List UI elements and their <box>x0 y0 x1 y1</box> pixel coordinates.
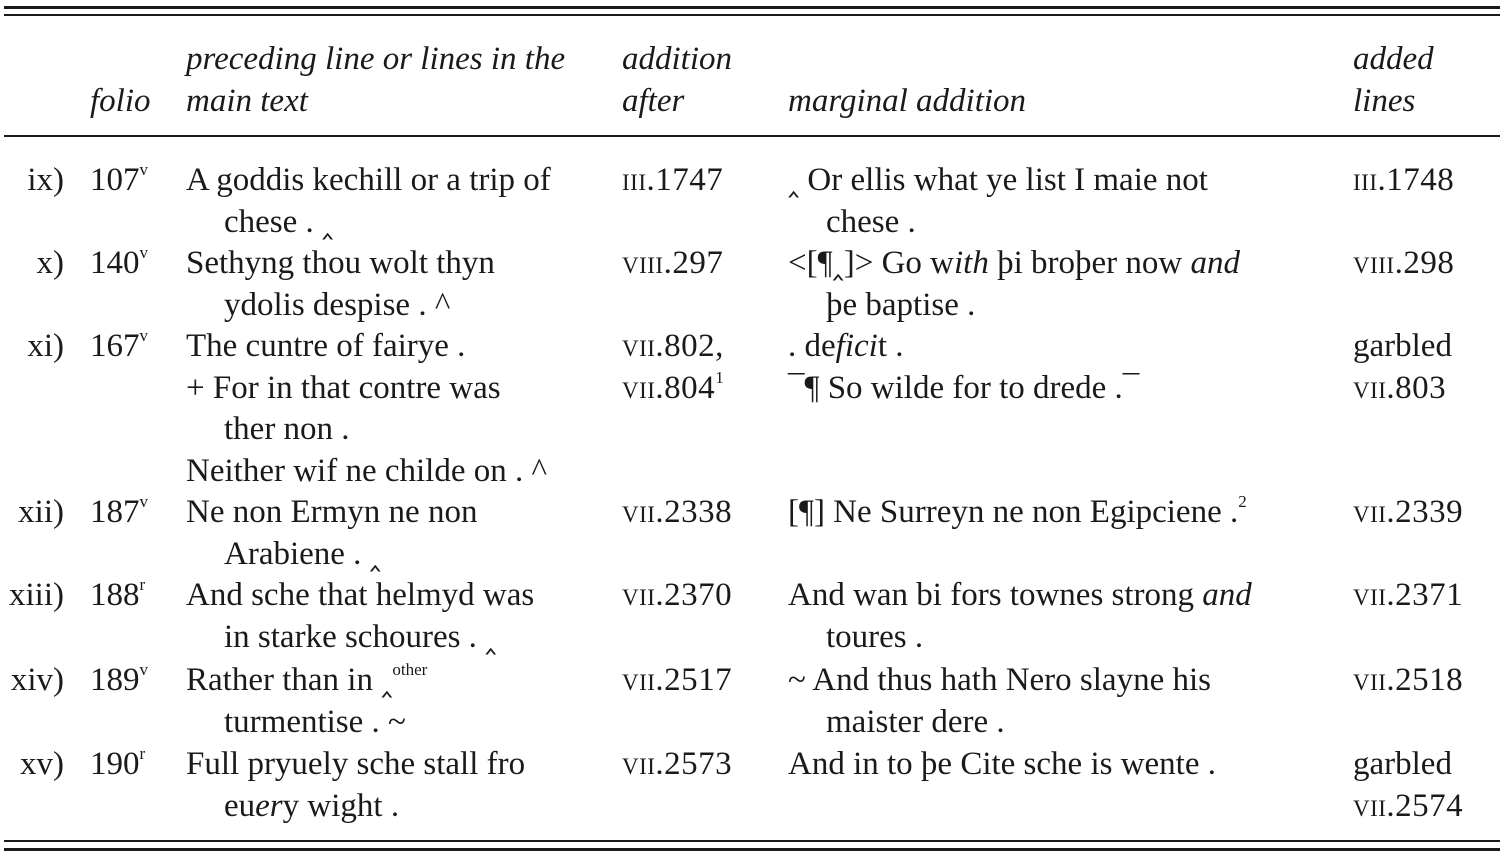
footnote-marker: 1 <box>715 367 725 387</box>
header-preceding: preceding line or lines in the main text <box>186 41 566 119</box>
footnote-marker: 2 <box>1238 492 1247 511</box>
folio-side: r <box>139 744 146 763</box>
folio-cell: 190$^r$ <box>90 744 146 782</box>
table-row <box>0 243 1504 326</box>
added-lines: vii.2371 <box>1353 577 1464 613</box>
marginal-addition: [¶] Ne Surreyn ne non Egipciene .$^2$ <box>788 492 1247 530</box>
table-header <box>0 38 1504 128</box>
added-lines: vii.2339 <box>1353 494 1464 530</box>
addition-after: vii.2573 <box>622 746 733 782</box>
addition-after: vii.2517 <box>622 662 733 698</box>
added-lines: garbled vii.803 <box>1353 328 1452 406</box>
marginal-addition: . deficit . ¯¶ So wilde for to drede .¯ <box>788 328 1140 406</box>
folio-cell: 187$^v$ <box>90 492 148 530</box>
folio-side: v <box>139 492 148 511</box>
table-row <box>0 660 1504 744</box>
addition-after: iii.1747 <box>622 162 724 198</box>
table-row <box>0 575 1504 660</box>
row-number: xiv) <box>10 662 64 698</box>
table-row <box>0 492 1504 575</box>
added-lines: garbled vii.2574 <box>1353 746 1464 824</box>
row-number: xiii) <box>9 577 64 613</box>
preceding-text: Ne non Ermyn ne non Arabiene . ‸ <box>186 494 478 572</box>
folio-cell: 188$^r$ <box>90 575 146 613</box>
preceding-text: A goddis kechill or a trip of chese . ‸ <box>186 162 551 240</box>
addition-after: viii.297 <box>622 245 724 281</box>
marginal-addition: ‸ Or ellis what ye list I maie not chese . <box>788 162 1208 240</box>
row-number: xii) <box>18 494 64 530</box>
marginal-addition: And in to þe Cite sche is wente . <box>788 746 1217 782</box>
preceding-text: And sche that helmyd was in starke schoures . ‸ <box>186 577 535 655</box>
preceding-text: Full pryuely sche stall fro euery wight . <box>186 746 526 824</box>
addition-after: vii.802, vii.804$^1$ <box>622 328 725 406</box>
folio-side: v <box>139 660 148 679</box>
folio-cell: 167$^v$ <box>90 326 148 364</box>
folio-cell: 140$^v$ <box>90 243 148 281</box>
header-addition-after: addition after <box>622 41 733 119</box>
folio-side: v <box>139 160 148 179</box>
added-lines: viii.298 <box>1353 245 1455 281</box>
folio-side: v <box>139 243 148 262</box>
preceding-text: The cuntre of fairye . + For in that contre was ther non . Neither wif ne childe on . ^ <box>186 328 547 489</box>
bottom-rule-outer <box>4 848 1500 851</box>
marginal-addition: And wan bi fors townes strong and toures . <box>788 577 1252 655</box>
row-number: x) <box>36 245 64 281</box>
folio-cell: 107$^v$ <box>90 160 148 198</box>
header-rule <box>4 135 1500 137</box>
row-number: ix) <box>27 162 64 198</box>
marginal-addition: ~ And thus hath Nero slayne his maister dere . <box>788 662 1211 740</box>
row-number: xi) <box>27 328 64 364</box>
row-number: xv) <box>20 746 64 782</box>
header-added-lines: added lines <box>1353 41 1434 119</box>
marginal-addition: <[¶‸]> Go with þi broþer now and þe baptise . <box>788 245 1240 323</box>
folio-side: r <box>139 575 146 594</box>
folio-cell: 189$^v$ <box>90 660 148 698</box>
header-marginal-addition: marginal addition <box>788 83 1027 119</box>
interlinear-addition: other <box>392 660 428 679</box>
header-folio: folio <box>90 83 151 119</box>
added-lines: iii.1748 <box>1353 162 1455 198</box>
table-row <box>0 160 1504 243</box>
bottom-rule-inner <box>4 840 1500 842</box>
table-row <box>0 326 1504 492</box>
table-row <box>0 744 1504 828</box>
added-lines: vii.2518 <box>1353 662 1464 698</box>
addition-after: vii.2338 <box>622 494 733 530</box>
addition-after: vii.2370 <box>622 577 733 613</box>
table-body <box>0 160 1504 828</box>
preceding-text: Rather than in ‸$^{other}$ turmentise . ~ <box>186 660 428 740</box>
folio-side: v <box>139 326 148 345</box>
top-rule-inner <box>4 14 1500 16</box>
top-rule-outer <box>4 6 1500 9</box>
preceding-text: Sethyng thou wolt thyn ydolis despise . ^ <box>186 245 495 323</box>
